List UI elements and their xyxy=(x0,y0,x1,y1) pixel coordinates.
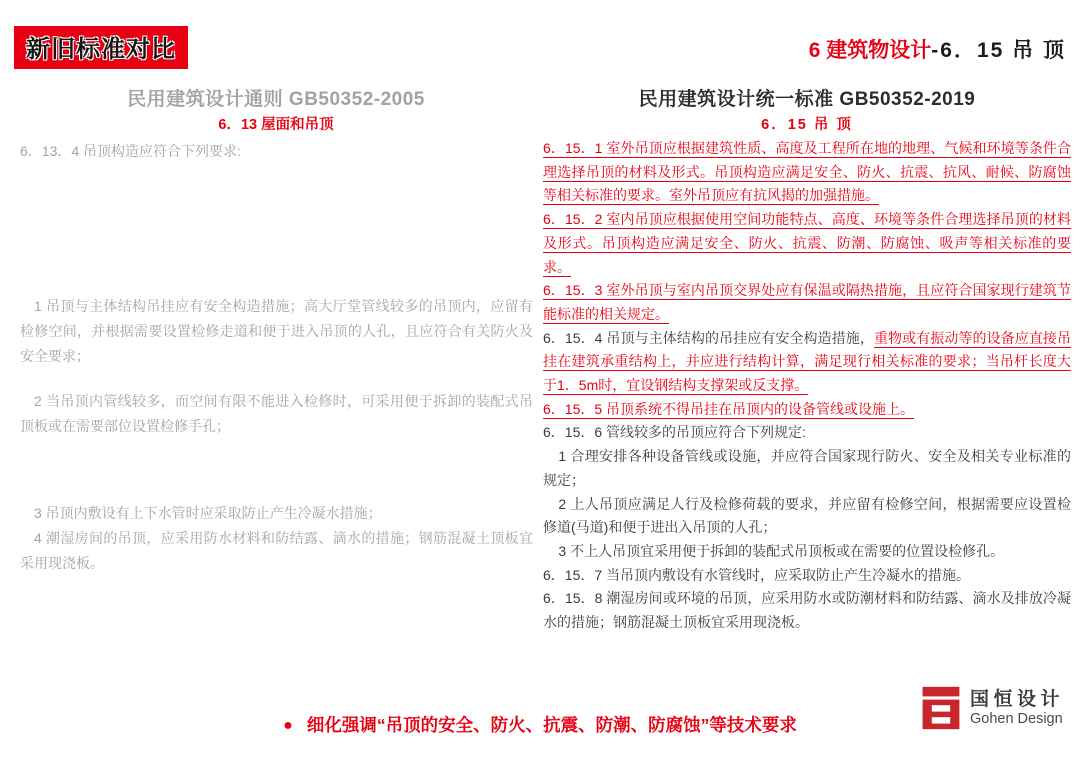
old-clause-paragraph: 3 吊顶内敷设有上下水管时应采取防止产生冷凝水措施； xyxy=(34,505,382,521)
new-clause-paragraph xyxy=(543,398,1071,422)
text-run: 3 不上人吊顶宜采用便于拆卸的装配式吊顶板或在需要的位置设检修孔。 xyxy=(558,542,1005,559)
revised-text-run: 6．15．5 吊顶系统不得吊挂在吊顶内的设备管线或设施上。 xyxy=(543,400,915,417)
left-column-body xyxy=(20,0,533,764)
section-label-chapter: 6 建筑物设计 xyxy=(808,39,932,62)
new-clause-paragraph xyxy=(543,279,1071,326)
revised-text-run: 6．15．2 室内吊顶应根据使用空间功能特点、高度、环境等条件合理选择吊顶的材料及形式。吊顶构造应满足安全、防火、抗震、防潮、防腐蚀、吸声等相关标准的要求。 xyxy=(543,211,1071,275)
text-run: 2 上人吊顶应满足人行及检修荷载的要求，并应留有检修空间，根据需要应设置检修道(马道)和便于进出入吊顶的人孔； xyxy=(543,495,1071,536)
new-clause-paragraph xyxy=(543,540,1071,564)
new-clause-paragraph xyxy=(543,421,1071,445)
summary-note-text: 细化强调“吊顶的安全、防火、抗震、防潮、防腐蚀”等技术要求 xyxy=(306,715,797,735)
text-run: 6．15．7 当吊顶内敷设有水管线时，应采取防止产生冷凝水的措施。 xyxy=(543,566,971,583)
section-label xyxy=(809,34,1066,64)
new-clause-paragraph xyxy=(543,564,1071,588)
new-standard-subtitle: 6．15 吊 顶 xyxy=(761,117,853,133)
revised-text-run: 重物或有振动等的设备应直接吊挂在建筑承重结构上，并应进行结构计算，满足现行相关标准的要求；当吊杆长度大于1．5m时，宜设钢结构支撑架或反支撑。 xyxy=(543,329,1071,394)
right-column-body xyxy=(543,137,1071,635)
revised-text-run: 6．15．1 室外吊顶应根据建筑性质、高度及工程所在地的地理、气候和环境等条件合理选择吊顶的材料及形式。吊顶构造应满足安全、防火、抗震、抗风、耐候、防腐蚀等相关标准的要求。室外吊顶应有抗风揭的加强措施。 xyxy=(543,140,1071,204)
logo-name-en: Gohen Design xyxy=(969,710,1063,727)
new-clause-paragraph xyxy=(543,137,1071,208)
logo-name-cn: 国恒设计 xyxy=(969,688,1064,710)
summary-note xyxy=(0,712,1080,737)
text-run: 6．15．8 潮湿房间或环境的吊顶，应采用防水或防潮材料和防结露、滴水及排放冷凝水的措施；钢筋混凝土顶板宜采用现浇板。 xyxy=(543,590,1071,631)
new-clause-paragraph xyxy=(543,327,1071,398)
new-clause-paragraph xyxy=(543,445,1071,492)
new-clause-paragraph xyxy=(543,587,1071,634)
old-clause-paragraph: 2 当吊顶内管线较多，而空间有限不能进入检修时，可采用便于拆卸的装配式吊顶板或在需要部位设置检修手孔； xyxy=(20,393,533,434)
text-run: 6．15．4 吊顶与主体结构的吊挂应有安全构造措施， xyxy=(543,329,874,346)
company-logo xyxy=(921,686,1064,730)
new-clause-paragraph xyxy=(543,208,1071,279)
text-run: 6．15．6 管线较多的吊顶应符合下列规定: xyxy=(543,424,806,441)
title-badge: 新旧标准对比 xyxy=(14,26,188,69)
revised-text-run: 6．15．3 室外吊顶与室内吊顶交界处应有保温或隔热措施，且应符合国家现行建筑节能标准的相关规定。 xyxy=(543,282,1071,322)
old-standard-title: 民用建筑设计通则 GB50352-2005 xyxy=(127,89,425,110)
gohen-logo-icon xyxy=(921,686,961,730)
section-label-clause: -6．15 吊 顶 xyxy=(931,39,1066,62)
new-standard-title: 民用建筑设计统一标准 GB50352-2019 xyxy=(638,89,976,110)
old-clause-paragraph: 4 潮湿房间的吊顶，应采用防水材料和防结露、滴水的措施；钢筋混凝土顶板宜采用现浇板。 xyxy=(20,530,533,571)
old-standard-subtitle: 6．13 屋面和吊顶 xyxy=(218,117,334,133)
old-clause-paragraph: 1 吊顶与主体结构吊挂应有安全构造措施；高大厅堂管线较多的吊顶内，应留有检修空间，并根据需要设置检修走道和便于进入吊顶的人孔，且应符合有关防火及安全要求； xyxy=(20,298,533,364)
new-clause-paragraph xyxy=(543,493,1071,540)
logo-text xyxy=(970,689,1064,728)
text-run: 1 合理安排各种设备管线或设施，并应符合国家现行防火、安全及相关专业标准的规定； xyxy=(543,448,1071,488)
old-clause-paragraph: 6．13．4 吊顶构造应符合下列要求: xyxy=(20,143,241,159)
bullet-icon: ● xyxy=(283,717,293,734)
